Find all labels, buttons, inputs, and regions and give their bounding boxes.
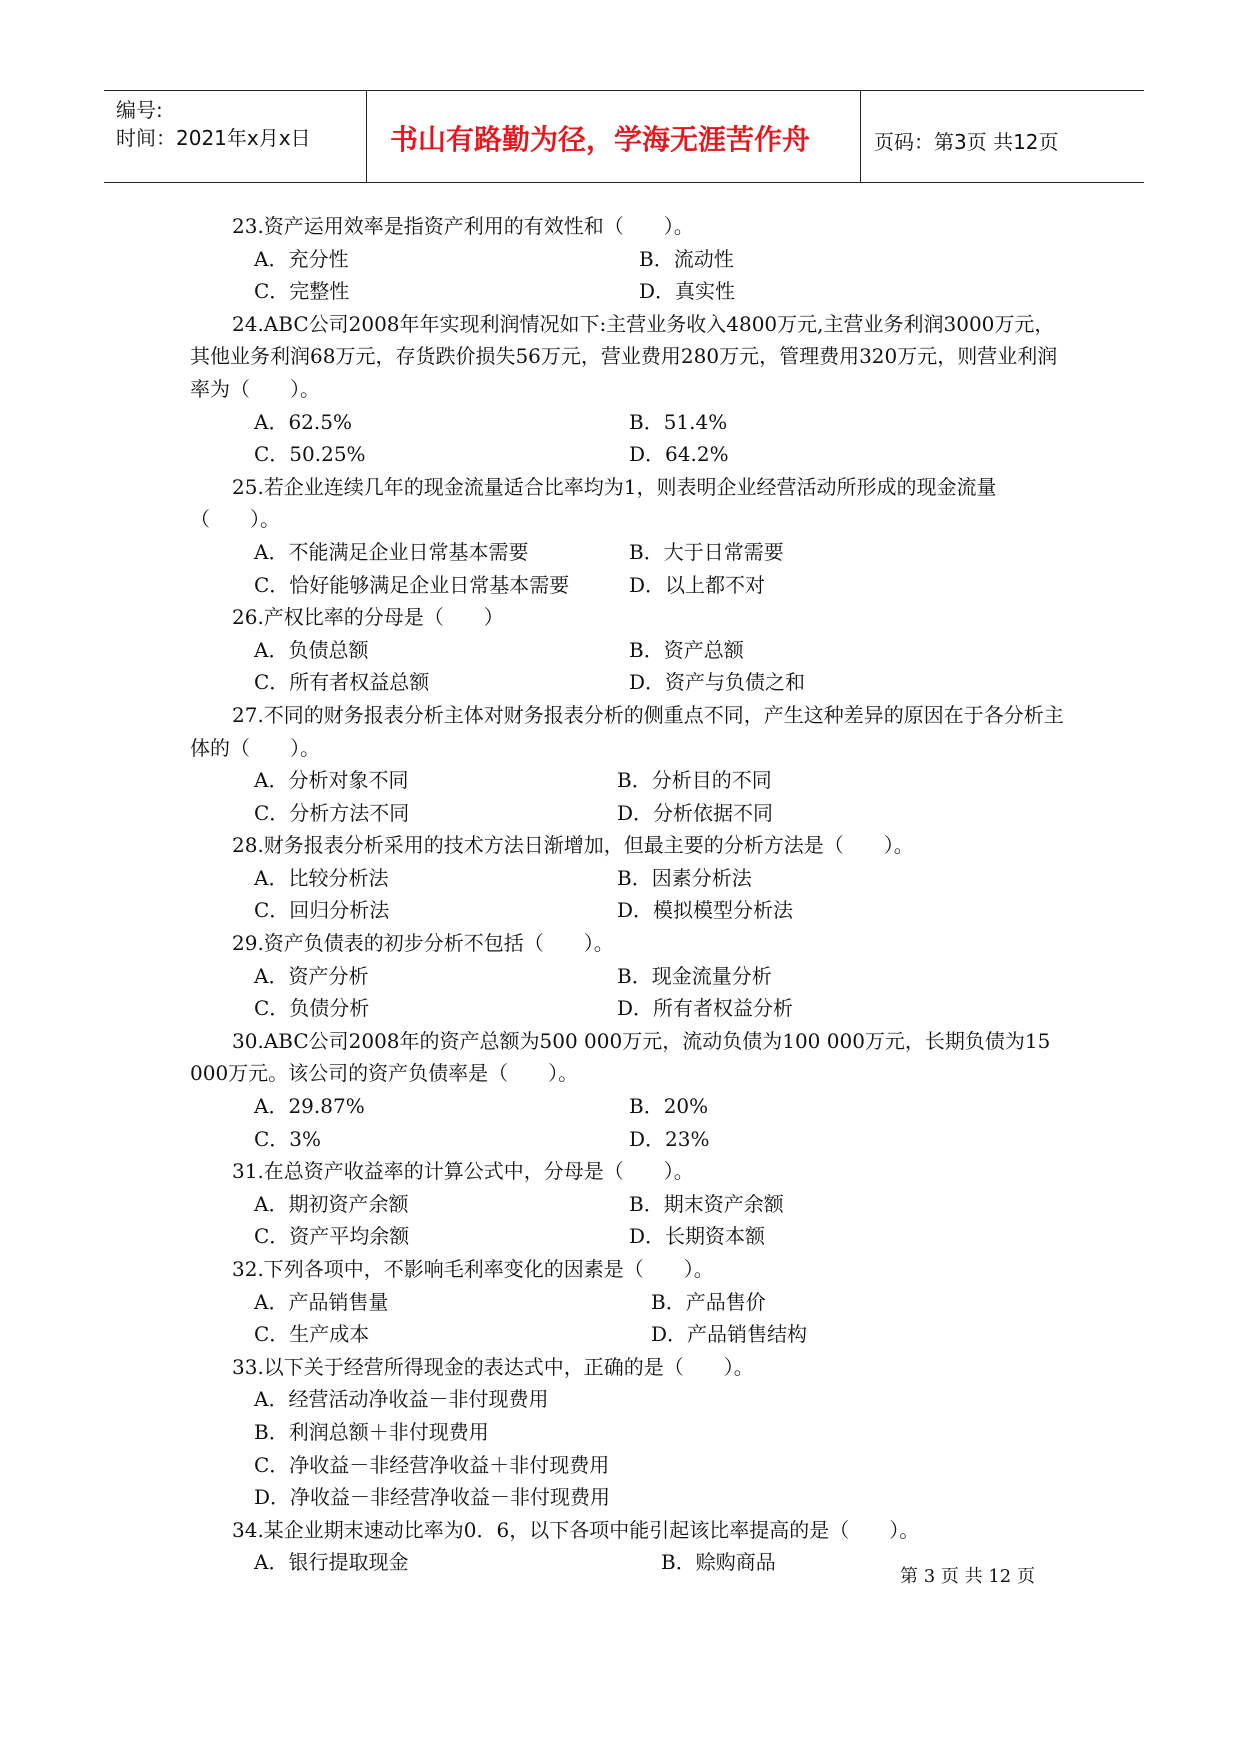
option: D．真实性 bbox=[639, 279, 736, 304]
option: C．净收益－非经营净收益＋非付现费用 bbox=[254, 1452, 610, 1477]
question-stem: 28.财务报表分析采用的技术方法日渐增加，但最主要的分析方法是（ ）。 bbox=[232, 833, 914, 858]
option: B．现金流量分析 bbox=[617, 963, 772, 988]
option: B．因素分析法 bbox=[617, 865, 752, 890]
option: A．比较分析法 bbox=[254, 865, 389, 890]
question-stem: 27.不同的财务报表分析主体对财务报表分析的侧重点不同，产生这种差异的原因在于各分析主体的（ ）。 bbox=[190, 702, 1064, 760]
option: C．负债分析 bbox=[254, 996, 370, 1021]
option: B．利润总额＋非付现费用 bbox=[254, 1419, 489, 1444]
option: D．模拟模型分析法 bbox=[617, 898, 794, 923]
option-row bbox=[190, 438, 1070, 471]
question-stem: 25.若企业连续几年的现金流量适合比率均为1，则表明企业经营活动所形成的现金流量（ ）。 bbox=[190, 474, 997, 532]
page-footer: 第 3 页 共 12 页 bbox=[900, 1566, 1035, 1587]
option: D．产品销售结构 bbox=[651, 1322, 808, 1347]
option: B．20% bbox=[629, 1094, 709, 1119]
option-row bbox=[190, 243, 1070, 276]
question-stem: 33.以下关于经营所得现金的表达式中，正确的是（ ）。 bbox=[232, 1354, 754, 1379]
question-stem: 26.产权比率的分母是（ ） bbox=[232, 605, 504, 630]
option-row bbox=[190, 406, 1070, 439]
option: C．完整性 bbox=[254, 279, 350, 304]
option: D．分析依据不同 bbox=[617, 800, 774, 825]
option: D．长期资本额 bbox=[629, 1224, 766, 1249]
time-label: 时间：2021年x月x日 bbox=[116, 126, 311, 150]
option-row bbox=[190, 764, 1070, 797]
header-bottom-rule bbox=[104, 182, 1144, 183]
serial-label: 编号: bbox=[116, 98, 163, 122]
option: C．所有者权益总额 bbox=[254, 670, 430, 695]
header-top-rule bbox=[104, 90, 1144, 91]
option: A．期初资产余额 bbox=[254, 1191, 409, 1216]
option-row bbox=[190, 1220, 1070, 1253]
option: B．大于日常需要 bbox=[629, 539, 784, 564]
option: C．恰好能够满足企业日常基本需要 bbox=[254, 572, 570, 597]
option-row bbox=[190, 1286, 1070, 1319]
option: B．期末资产余额 bbox=[629, 1191, 784, 1216]
option: B．产品售价 bbox=[651, 1289, 766, 1314]
option-row bbox=[190, 1318, 1070, 1351]
option: C．资产平均余额 bbox=[254, 1224, 410, 1249]
option-row bbox=[190, 1188, 1070, 1221]
page-info: 页码：第3页 共12页 bbox=[874, 130, 1059, 154]
option: A．经营活动净收益－非付现费用 bbox=[254, 1387, 549, 1412]
option-row bbox=[190, 797, 1070, 830]
option: A．银行提取现金 bbox=[254, 1550, 409, 1575]
option: A．充分性 bbox=[254, 246, 349, 271]
option: B．分析目的不同 bbox=[617, 768, 772, 793]
question-stem: 30.ABC公司2008年的资产总额为500 000万元，流动负债为100 000万元，长期负债为15 000万元。该公司的资产负债率是（ ）。 bbox=[190, 1028, 1051, 1086]
option: D．23% bbox=[629, 1126, 710, 1151]
option: A．分析对象不同 bbox=[254, 768, 409, 793]
question-stem: 31.在总资产收益率的计算公式中，分母是（ ）。 bbox=[232, 1159, 694, 1184]
option: C．回归分析法 bbox=[254, 898, 390, 923]
option: D．资产与负债之和 bbox=[629, 670, 806, 695]
option: D．64.2% bbox=[629, 442, 729, 467]
option-row bbox=[190, 1090, 1070, 1123]
option-row bbox=[190, 894, 1070, 927]
question-stem: 23.资产运用效率是指资产利用的有效性和（ ）。 bbox=[232, 214, 694, 238]
question-stem: 24.ABC公司2008年年实现利润情况如下:主营业务收入4800万元,主营业务利润3000万元，其他业务利润68万元，存货跌价损失56万元，营业费用280万元，管理费用320万元，则营业利润率为（ ）。 bbox=[190, 311, 1058, 401]
option: A．62.5% bbox=[254, 409, 352, 434]
option: A．产品销售量 bbox=[254, 1289, 389, 1314]
option: A．负债总额 bbox=[254, 637, 369, 662]
option-row bbox=[190, 569, 1070, 602]
option: C．分析方法不同 bbox=[254, 800, 410, 825]
header-divider-right bbox=[860, 90, 861, 182]
option: A．29.87% bbox=[254, 1094, 365, 1119]
option: C．3% bbox=[254, 1126, 322, 1151]
question-stem: 32.下列各项中，不影响毛利率变化的因素是（ ）。 bbox=[232, 1257, 714, 1281]
option: D．净收益－非经营净收益－非付现费用 bbox=[254, 1485, 611, 1510]
option-row bbox=[190, 666, 1070, 699]
option: C．生产成本 bbox=[254, 1322, 370, 1347]
option: B．赊购商品 bbox=[661, 1550, 776, 1575]
option: D．所有者权益分析 bbox=[617, 996, 794, 1021]
option-row bbox=[190, 992, 1070, 1025]
question-stem: 29.资产负债表的初步分析不包括（ ）。 bbox=[232, 931, 614, 956]
option: B．51.4% bbox=[629, 409, 728, 434]
motto: 书山有路勤为径，学海无涯苦作舟 bbox=[390, 123, 811, 156]
question-list bbox=[190, 210, 1070, 1579]
option: B．流动性 bbox=[639, 246, 734, 271]
option: C．50.25% bbox=[254, 442, 366, 467]
header-divider-left bbox=[366, 90, 367, 182]
option: D．以上都不对 bbox=[629, 572, 766, 597]
option-row bbox=[190, 536, 1070, 569]
option-row bbox=[190, 862, 1070, 895]
option-row bbox=[190, 634, 1070, 667]
option-row bbox=[190, 960, 1070, 993]
option: A．资产分析 bbox=[254, 963, 369, 988]
option-row bbox=[190, 275, 1070, 308]
question-stem: 34.某企业期末速动比率为0．6，以下各项中能引起该比率提高的是（ ）。 bbox=[232, 1517, 920, 1542]
option-row bbox=[190, 1123, 1070, 1156]
option: A．不能满足企业日常基本需要 bbox=[254, 539, 529, 564]
option: B．资产总额 bbox=[629, 637, 744, 662]
